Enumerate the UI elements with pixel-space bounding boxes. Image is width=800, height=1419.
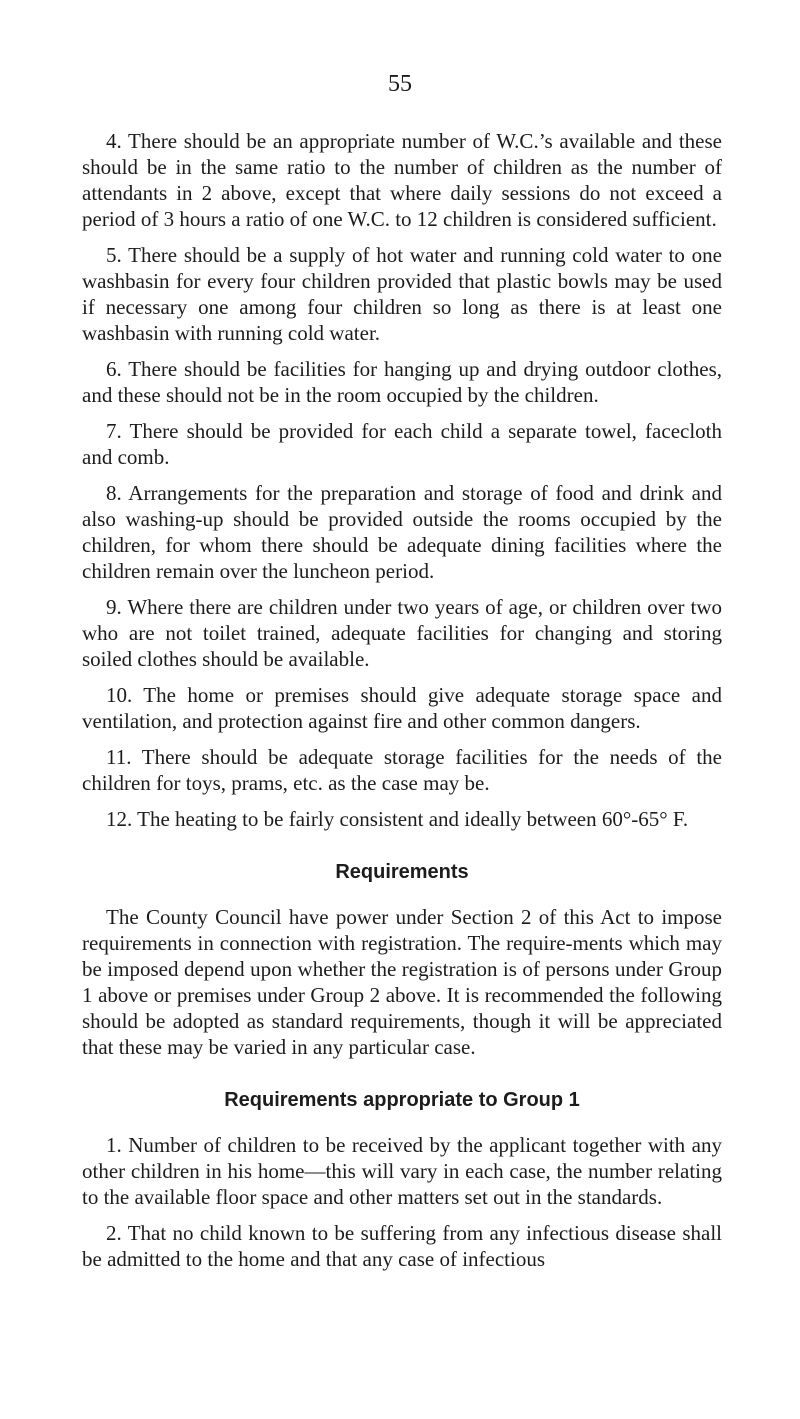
page-number: 55 bbox=[388, 71, 412, 97]
paragraph-item-4: 4. There should be an appropriate number of W.C.’s available and these should be in the same ratio to the number of children as the number of attendants in 2 above, except that where daily sessions do not exceed a period of 3 hours a ratio of one W.C. to 12 children is considered sufficient. bbox=[82, 129, 722, 231]
page-body bbox=[82, 128, 722, 1282]
paragraph-item-12: 12. The heating to be fairly consistent and ideally between 60°-65° F. bbox=[106, 807, 689, 831]
paragraph-group1-item-1: 1. Number of children to be received by the applicant together with any other children in his home—this will vary in each case, the number relating to the available floor space and other matters set out in the standards. bbox=[82, 1133, 722, 1209]
paragraph-item-9: 9. Where there are children under two years of age, or children over two who are not toilet trained, adequate facilities for changing and storing soiled clothes should be available. bbox=[82, 595, 722, 671]
paragraph-requirements-intro: The County Council have power under Section 2 of this Act to impose requirements in connection with registration. The require-ments which may be imposed depend upon whether the registration is of persons under Group 1 above or premises under Group 2 above. It is recommended the following should be adopted as standard requirements, though it will be appreciated that these may be varied in any particular case. bbox=[82, 905, 722, 1059]
paragraph-item-11: 11. There should be adequate storage facilities for the needs of the children for toys, prams, etc. as the case may be. bbox=[82, 745, 722, 795]
section-heading-requirements: Requirements bbox=[335, 861, 469, 883]
paragraph-item-7: 7. There should be provided for each child a separate towel, facecloth and comb. bbox=[82, 419, 722, 469]
paragraph-item-10: 10. The home or premises should give adequate storage space and ventilation, and protection against fire and other common dangers. bbox=[82, 683, 722, 733]
paragraph-item-8: 8. Arrangements for the preparation and storage of food and drink and also washing-up should be provided outside the rooms occupied by the children, for whom there should be adequate dining facilities where the children remain over the luncheon period. bbox=[82, 481, 722, 583]
paragraph-item-6: 6. There should be facilities for hanging up and drying outdoor clothes, and these should not be in the room occupied by the children. bbox=[82, 357, 722, 407]
paragraph-group1-item-2: 2. That no child known to be suffering from any infectious disease shall be admitted to the home and that any case of infectious bbox=[82, 1221, 722, 1271]
section-heading-group1: Requirements appropriate to Group 1 bbox=[224, 1089, 580, 1111]
paragraph-item-5: 5. There should be a supply of hot water and running cold water to one washbasin for every four children provided that plastic bowls may be used if necessary one among four children so long as there is at least one washbasin with running cold water. bbox=[82, 243, 722, 345]
